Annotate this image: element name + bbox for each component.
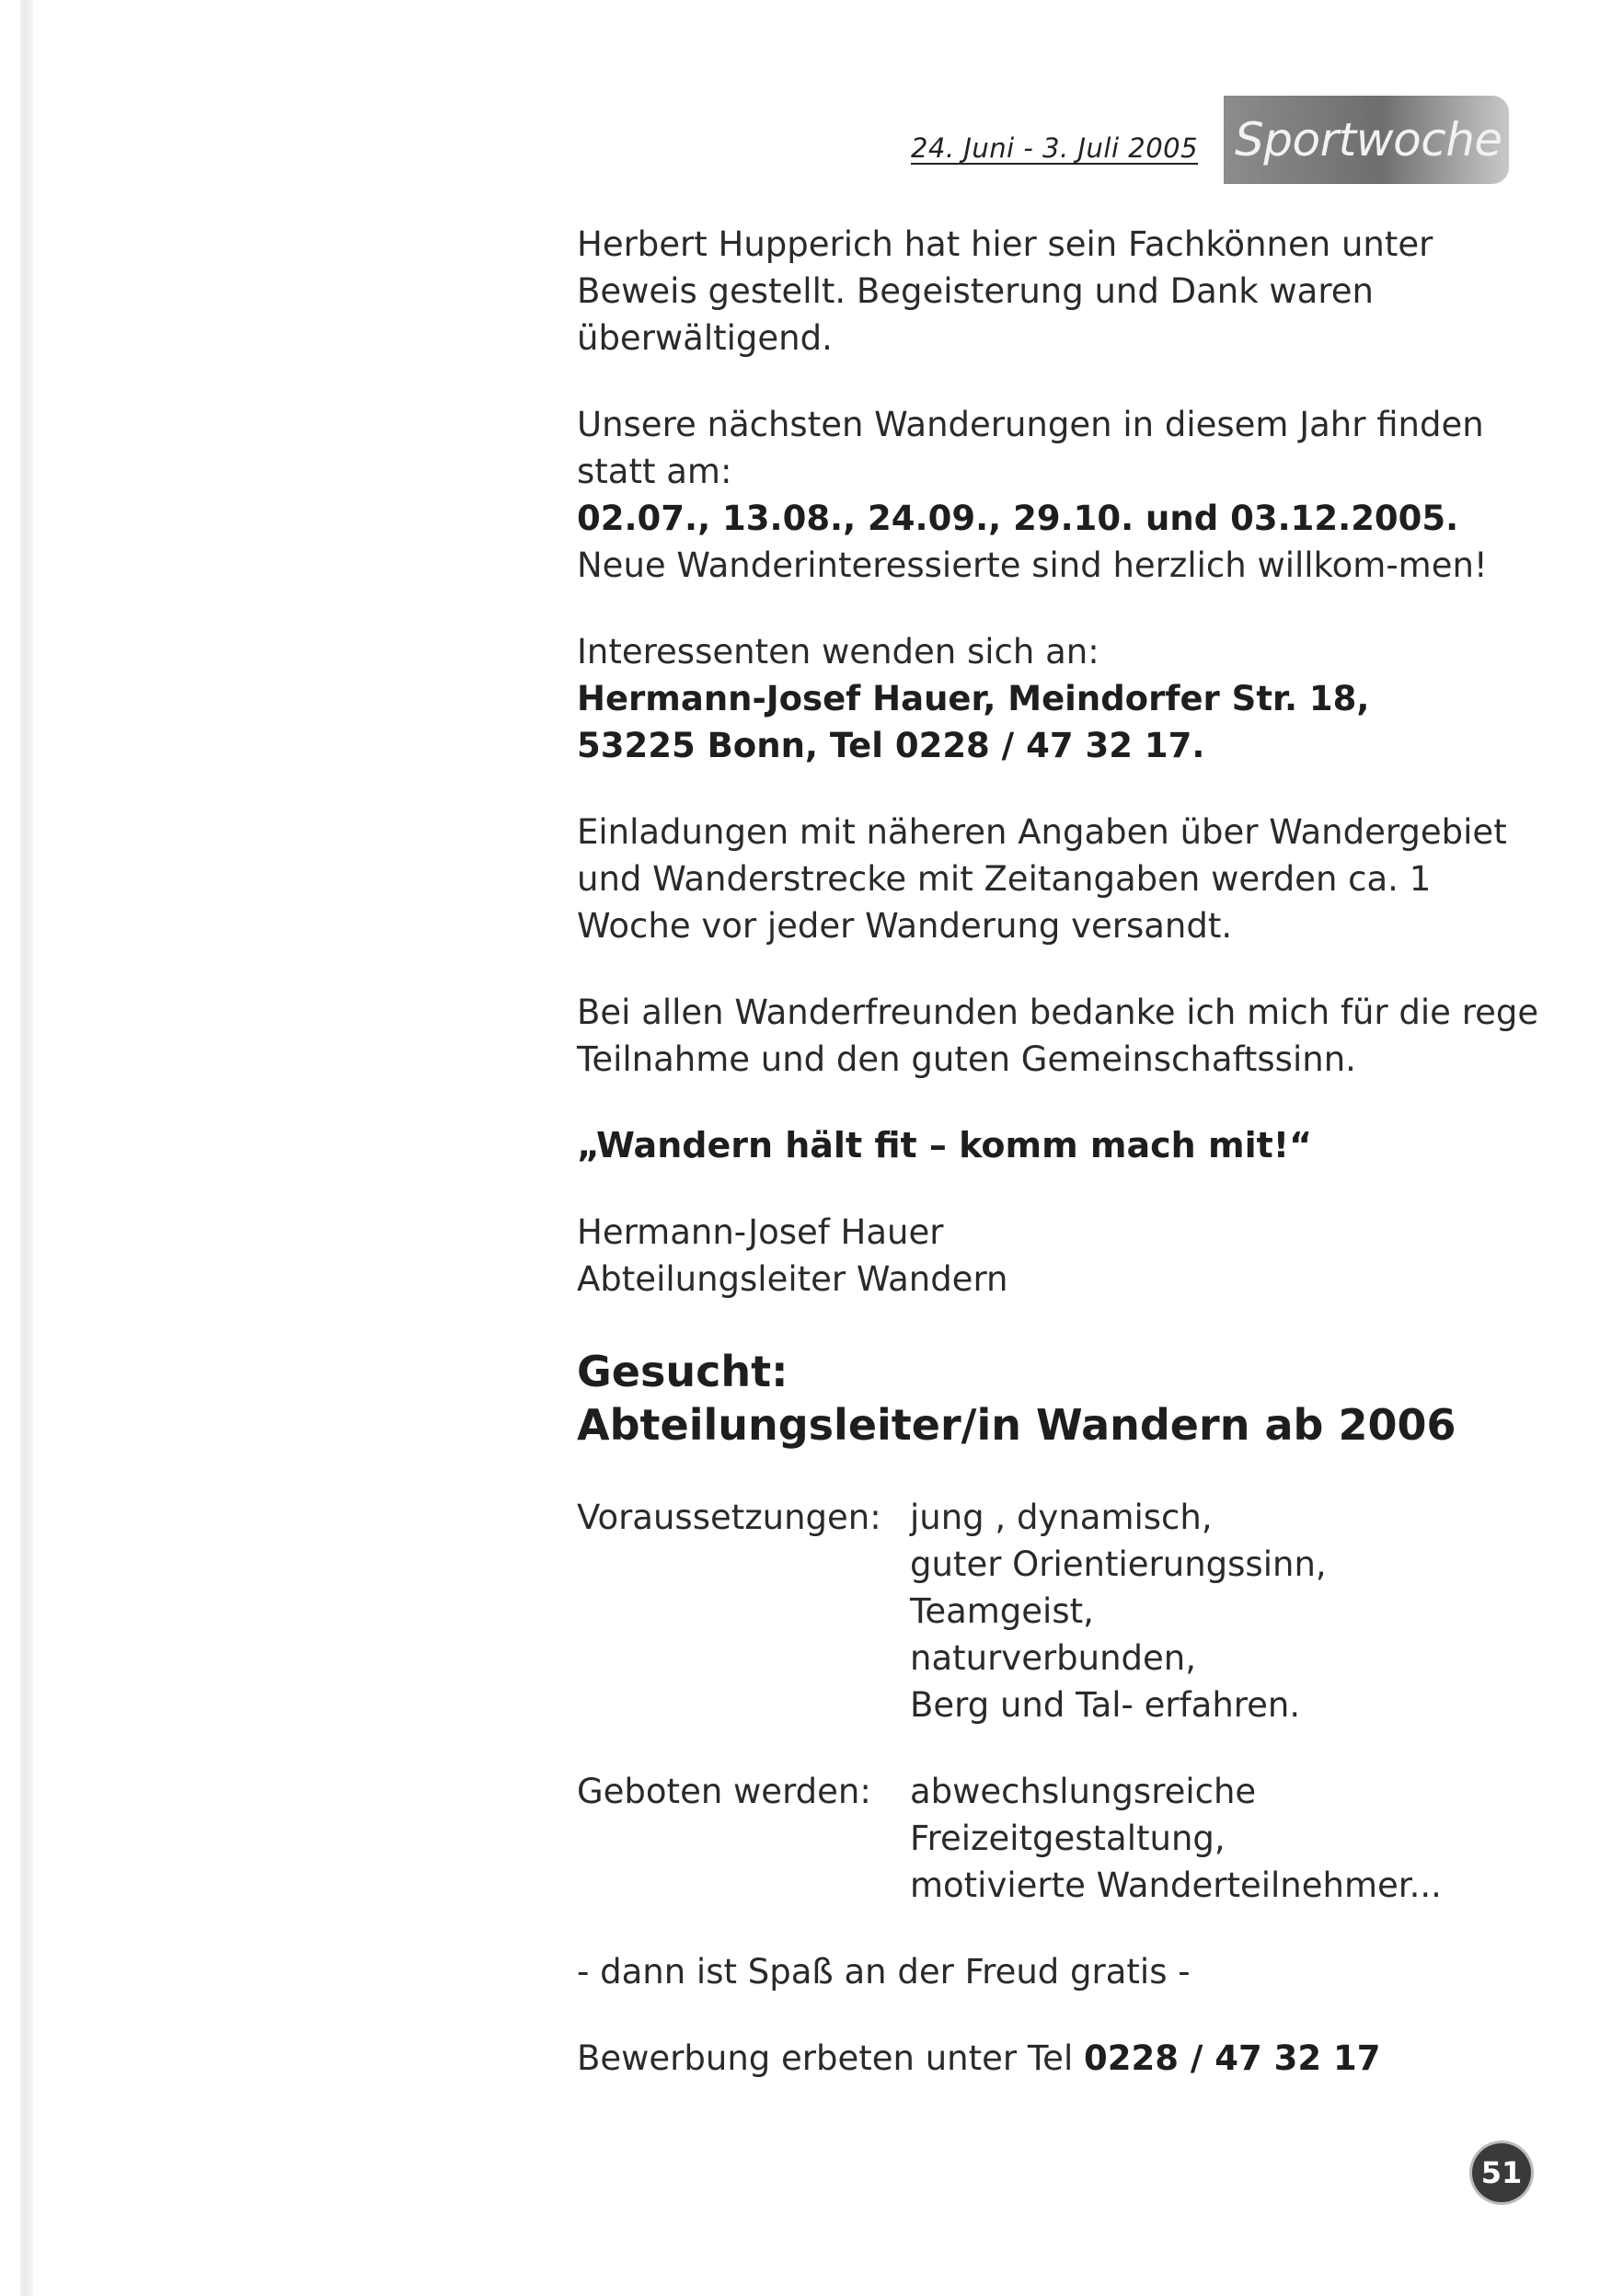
offered-label: Geboten werden: xyxy=(577,1772,871,1811)
requirement-item: naturverbunden, xyxy=(910,1638,1197,1678)
offered-item: abwechslungsreiche xyxy=(910,1772,1257,1811)
offered-block xyxy=(577,1768,1552,1909)
requirements-block xyxy=(577,1494,1552,1728)
signature xyxy=(577,1209,1552,1303)
contact-phone: 53225 Bonn, Tel 0228 / 47 32 17. xyxy=(577,726,1205,765)
welcome-text: Neue Wanderinteressierte sind herzlich willkom-men! xyxy=(577,545,1488,585)
requirement-item: jung , dynamisch, xyxy=(910,1498,1213,1537)
application-text: Bewerbung erbeten unter Tel xyxy=(577,2038,1084,2078)
paragraph-invitations: Einladungen mit näheren Angaben über Wandergebiet und Wanderstrecke mit Zeitangaben werden ca. 1 Woche vor jeder Wanderung versandt. xyxy=(577,812,1507,946)
motto: „Wandern hält fit – komm mach mit!“ xyxy=(577,1125,1313,1165)
wanted-position: Abteilungsleiter/in Wandern ab 2006 xyxy=(577,1400,1456,1450)
hike-dates: 02.07., 13.08., 24.09., 29.10. und 03.12.2005. xyxy=(577,499,1459,538)
wanted-title: Gesucht: xyxy=(577,1347,788,1396)
application-line xyxy=(577,2035,1552,2082)
article-body xyxy=(577,221,1552,2082)
contact-intro: Interessenten wenden sich an: xyxy=(577,632,1099,672)
wanted-heading xyxy=(577,1345,1552,1452)
fun-line: - dann ist Spaß an der Freud gratis - xyxy=(577,1952,1191,1992)
offered-list xyxy=(910,1768,1552,1909)
requirement-item: Berg und Tal- erfahren. xyxy=(910,1685,1301,1725)
signature-name: Hermann-Josef Hauer xyxy=(577,1212,944,1252)
scan-edge xyxy=(20,0,33,2296)
application-phone: 0228 / 47 32 17 xyxy=(1084,2038,1381,2078)
signature-role: Abteilungsleiter Wandern xyxy=(577,1259,1008,1299)
offered-item: Freizeitgestaltung, xyxy=(910,1819,1226,1858)
section-badge-label: Sportwoche xyxy=(1235,113,1502,166)
page-header xyxy=(911,96,1537,188)
page-number: 51 xyxy=(1480,2155,1523,2190)
requirement-item: Teamgeist, xyxy=(910,1591,1094,1631)
header-date: 24. Juni - 3. Juli 2005 xyxy=(911,132,1199,164)
requirements-label: Voraussetzungen: xyxy=(577,1498,881,1537)
contact-address: Hermann-Josef Hauer, Meindorfer Str. 18, xyxy=(577,679,1370,718)
paragraph-hupperich: Herbert Hupperich hat hier sein Fachkönnen unter Beweis gestellt. Begeisterung und Dank waren überwältigend. xyxy=(577,224,1433,358)
paragraph-thanks: Bei allen Wanderfreunden bedanke ich mich für die rege Teilnahme und den guten Gemeinschaftssinn. xyxy=(577,993,1539,1079)
requirements-list xyxy=(910,1494,1552,1728)
requirement-item: guter Orientierungssinn, xyxy=(910,1544,1327,1584)
next-hikes-intro: Unsere nächsten Wanderungen in diesem Jahr finden statt am: xyxy=(577,405,1484,491)
page-number-badge xyxy=(1472,2143,1531,2202)
section-badge xyxy=(1224,96,1509,184)
offered-item: motivierte Wanderteilnehmer... xyxy=(910,1866,1442,1905)
paragraph-contact xyxy=(577,628,1552,769)
paragraph-next-hikes xyxy=(577,401,1552,589)
